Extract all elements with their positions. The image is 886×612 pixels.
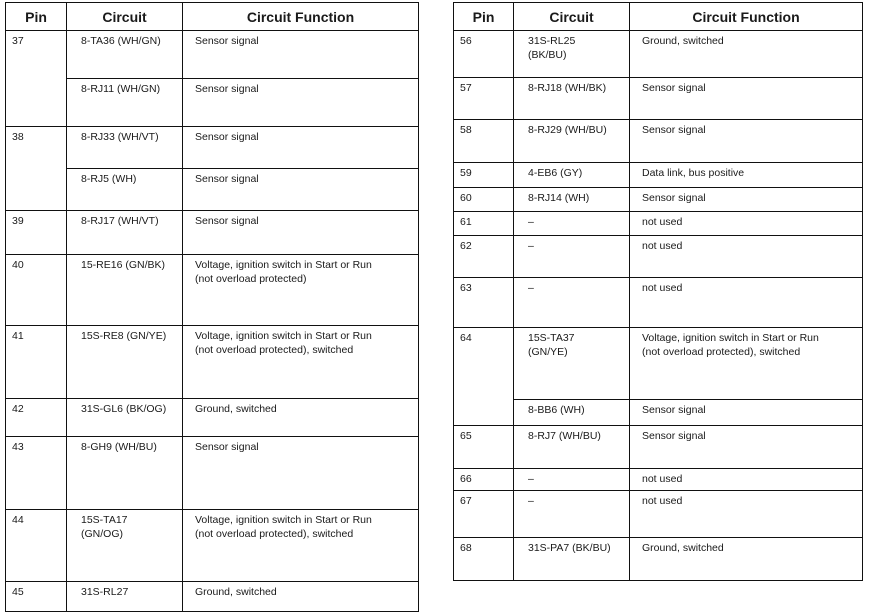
circuit-function-cell: Sensor signal [183,169,419,211]
table-row [454,188,863,212]
circuit-function-cell: Voltage, ignition switch in Start or Run (not overload protected) [183,255,419,326]
pin-cell: 64 [454,328,514,426]
circuit-cell: 8-GH9 (WH/BU) [67,437,183,510]
circuit-function-cell: Sensor signal [630,426,863,469]
circuit-cell: 31S-RL27 [67,582,183,612]
table-row [454,31,863,78]
circuit-cell: 8-RJ11 (WH/GN) [67,79,183,127]
circuit-cell: – [514,212,630,236]
circuit-cell: 15S-RE8 (GN/YE) [67,326,183,399]
circuit-function-cell: Data link, bus positive [630,163,863,188]
circuit-function-cell: Sensor signal [183,127,419,169]
pin-cell: 60 [454,188,514,212]
header-circuit-function: Circuit Function [183,3,419,31]
table-row [454,328,863,400]
table-row [6,326,419,399]
table-row [454,400,863,426]
table-row [454,120,863,163]
table-row [6,169,419,211]
pin-cell: 61 [454,212,514,236]
pin-cell: 37 [6,31,67,127]
circuit-function-cell: not used [630,469,863,491]
circuit-cell: 8-BB6 (WH) [514,400,630,426]
circuit-function-cell: Sensor signal [630,400,863,426]
table-row [6,79,419,127]
table-row [454,491,863,538]
circuit-function-cell: not used [630,278,863,328]
pin-cell: 65 [454,426,514,469]
pin-cell: 39 [6,211,67,255]
circuit-function-cell: Sensor signal [630,78,863,120]
pin-cell: 41 [6,326,67,399]
pin-cell: 42 [6,399,67,437]
circuit-cell: 8-RJ14 (WH) [514,188,630,212]
circuit-cell: 15S-TA37 (GN/YE) [514,328,630,400]
circuit-cell: 8-RJ18 (WH/BK) [514,78,630,120]
table-row [454,212,863,236]
circuit-cell: 15-RE16 (GN/BK) [67,255,183,326]
table-row [454,538,863,581]
circuit-cell: 31S-PA7 (BK/BU) [514,538,630,581]
table-row [454,278,863,328]
pin-cell: 66 [454,469,514,491]
circuit-cell: 31S-GL6 (BK/OG) [67,399,183,437]
circuit-cell: 15S-TA17 (GN/OG) [67,510,183,582]
circuit-function-cell: Sensor signal [630,188,863,212]
circuit-function-cell: Ground, switched [630,31,863,78]
circuit-cell: – [514,236,630,278]
header-pin: Pin [454,3,514,31]
header-row [454,3,863,31]
pin-cell: 57 [454,78,514,120]
table-row [454,163,863,188]
circuit-function-cell: Sensor signal [630,120,863,163]
table-row [454,426,863,469]
circuit-function-cell: Sensor signal [183,437,419,510]
header-circuit: Circuit [67,3,183,31]
circuit-function-cell: Voltage, ignition switch in Start or Run (not overload protected), switched [183,326,419,399]
table-row [6,255,419,326]
circuit-function-cell: Sensor signal [183,79,419,127]
pin-cell: 40 [6,255,67,326]
circuit-cell: 8-RJ33 (WH/VT) [67,127,183,169]
circuit-function-cell: Ground, switched [630,538,863,581]
circuit-function-cell: not used [630,236,863,278]
circuit-function-cell: Sensor signal [183,31,419,79]
pin-cell: 67 [454,491,514,538]
header-pin: Pin [6,3,67,31]
circuit-function-cell: not used [630,212,863,236]
pin-cell: 38 [6,127,67,211]
circuit-cell: 4-EB6 (GY) [514,163,630,188]
pin-cell: 63 [454,278,514,328]
table-row [454,469,863,491]
table-row [6,31,419,79]
table-row [6,127,419,169]
circuit-function-cell: Voltage, ignition switch in Start or Run (not overload protected), switched [630,328,863,400]
circuit-cell: 8-RJ29 (WH/BU) [514,120,630,163]
header-circuit-function: Circuit Function [630,3,863,31]
table-row [6,211,419,255]
pin-cell: 68 [454,538,514,581]
circuit-cell: 31S-RL25 (BK/BU) [514,31,630,78]
circuit-cell: – [514,278,630,328]
pin-cell: 62 [454,236,514,278]
circuit-cell: 8-TA36 (WH/GN) [67,31,183,79]
header-row [6,3,419,31]
circuit-cell: – [514,469,630,491]
pin-table-left [5,2,419,612]
circuit-function-cell: Voltage, ignition switch in Start or Run (not overload protected), switched [183,510,419,582]
table-row [454,78,863,120]
pin-cell: 44 [6,510,67,582]
circuit-cell: – [514,491,630,538]
pin-cell: 59 [454,163,514,188]
circuit-function-cell: Sensor signal [183,211,419,255]
pin-cell: 43 [6,437,67,510]
pin-table-right [453,2,863,581]
pin-cell: 56 [454,31,514,78]
circuit-cell: 8-RJ5 (WH) [67,169,183,211]
table-row [6,437,419,510]
table-row [6,510,419,582]
table-row [6,582,419,612]
circuit-function-cell: not used [630,491,863,538]
circuit-cell: 8-RJ17 (WH/VT) [67,211,183,255]
circuit-function-cell: Ground, switched [183,399,419,437]
pin-cell: 58 [454,120,514,163]
header-circuit: Circuit [514,3,630,31]
pin-cell: 45 [6,582,67,612]
table-row [6,399,419,437]
table-row [454,236,863,278]
circuit-function-cell: Ground, switched [183,582,419,612]
circuit-cell: 8-RJ7 (WH/BU) [514,426,630,469]
